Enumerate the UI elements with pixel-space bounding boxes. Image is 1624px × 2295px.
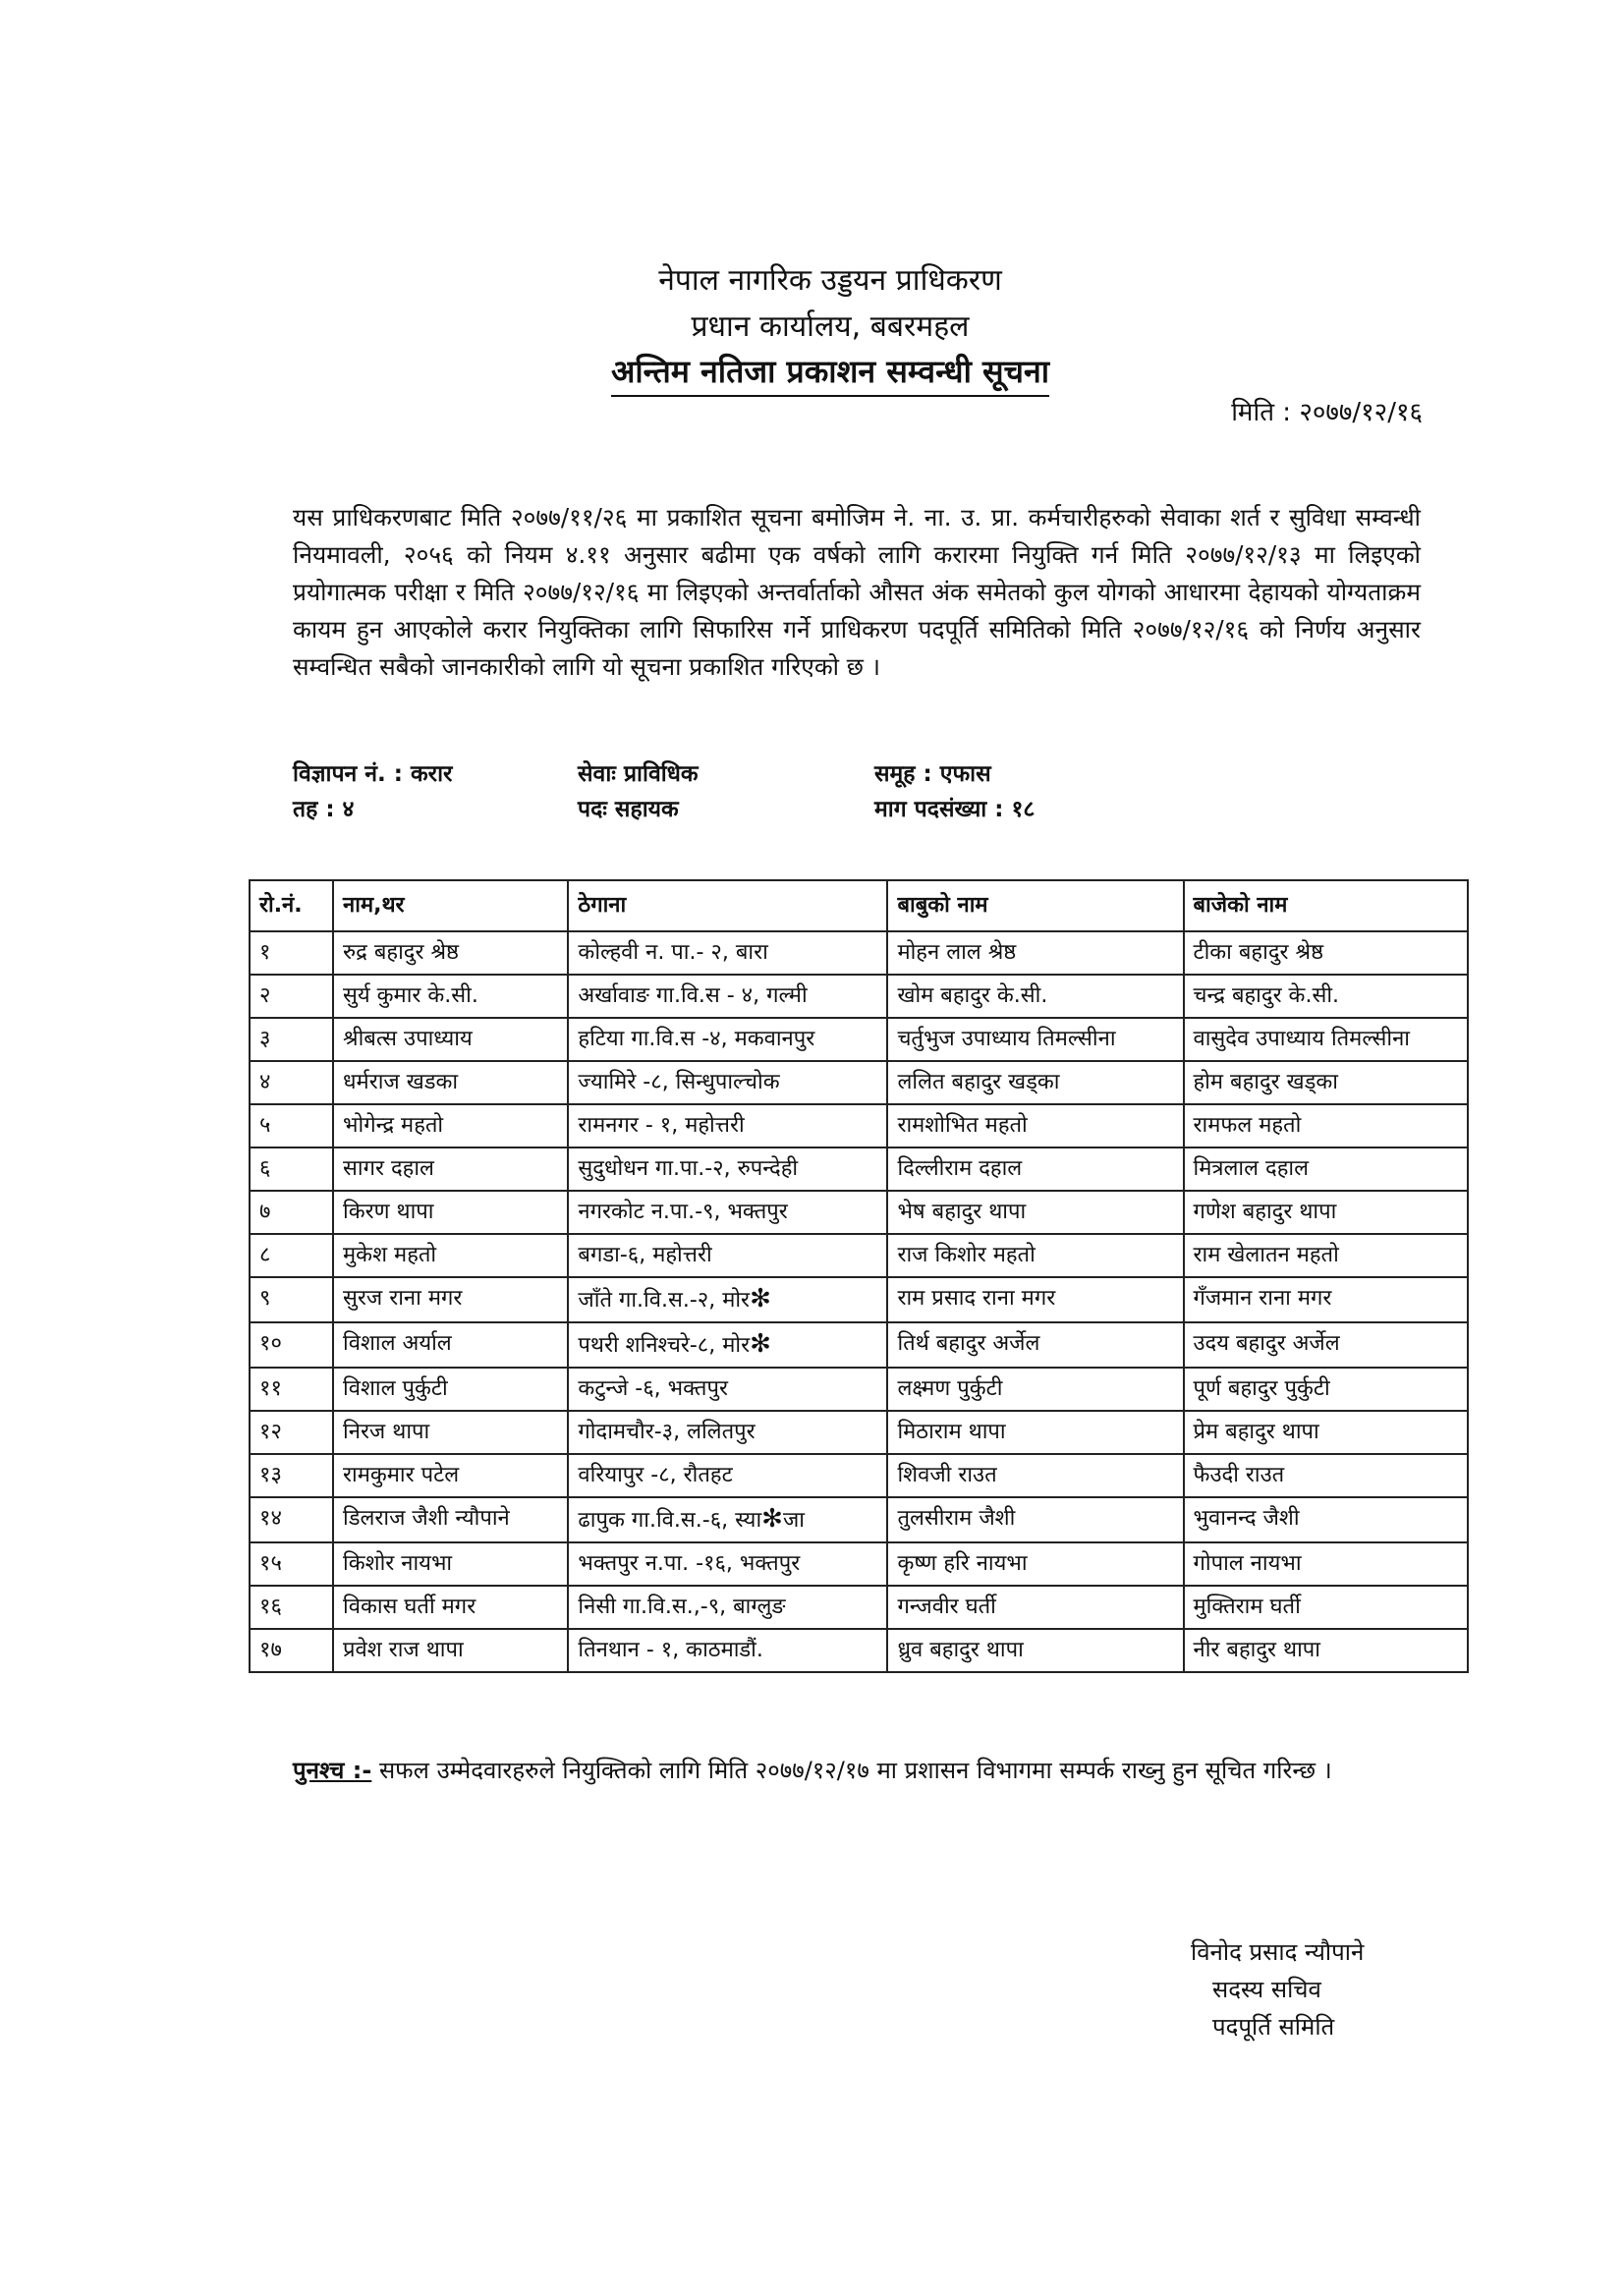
notice-header xyxy=(550,257,1110,397)
table-row xyxy=(250,931,1468,975)
postscript-text: सफल उम्मेदवारहरुले नियुक्तिको लागि मिति २०७७/१२/१७ मा प्रशासन विभागमा सम्पर्क राख्नु हुन सूचित गरिन्छ । xyxy=(371,1757,1332,1784)
grandfather-name: मुक्तिराम घर्ती xyxy=(1184,1586,1469,1629)
header-name: नाम,थर xyxy=(333,880,568,931)
group: समूह : एफास xyxy=(874,761,991,787)
serial-number: ८ xyxy=(250,1234,333,1277)
table-row xyxy=(250,1234,1468,1277)
grandfather-name: होम बहादुर खड्का xyxy=(1184,1061,1469,1104)
header-grandfather-name: बाजेको नाम xyxy=(1184,880,1469,931)
father-name: ललित बहादुर खड्का xyxy=(887,1061,1183,1104)
organization-name: नेपाल नागरिक उड्डयन प्राधिकरण xyxy=(658,263,1002,298)
table-header-row xyxy=(250,880,1468,931)
father-name: दिल्लीराम दहाल xyxy=(887,1148,1183,1191)
grandfather-name: उदय बहादुर अर्जेल xyxy=(1184,1322,1469,1368)
candidate-name: प्रवेश राज थापा xyxy=(333,1629,568,1672)
address: अर्खावाङ गा.वि.स - ४, गल्मी xyxy=(568,975,887,1018)
grandfather-name: गोपाल नायभा xyxy=(1184,1542,1469,1586)
table-row xyxy=(250,1322,1468,1368)
notice-date: मिति : २०७७/१२/१६ xyxy=(1231,398,1423,427)
grandfather-name: टीका बहादुर श्रेष्ठ xyxy=(1184,931,1469,975)
grandfather-name: गँजमान राना मगर xyxy=(1184,1277,1469,1322)
postscript xyxy=(293,1751,1393,1790)
father-name: तिर्थ बहादुर अर्जेल xyxy=(887,1322,1183,1368)
serial-number: ७ xyxy=(250,1191,333,1234)
grandfather-name: प्रेम बहादुर थापा xyxy=(1184,1411,1469,1454)
candidate-name: रुद्र बहादुर श्रेष्ठ xyxy=(333,931,568,975)
table-row xyxy=(250,975,1468,1018)
candidate-name: सागर दहाल xyxy=(333,1148,568,1191)
table-body xyxy=(250,931,1468,1672)
serial-number: १ xyxy=(250,931,333,975)
address: पथरी शनिश्चरे-८, मोर✻ xyxy=(568,1322,887,1368)
candidate-name: धर्मराज खडका xyxy=(333,1061,568,1104)
table-row xyxy=(250,1277,1468,1322)
serial-number: ६ xyxy=(250,1148,333,1191)
address: ढापुक गा.वि.स.-६, स्या✻जा xyxy=(568,1497,887,1542)
candidate-name: मुकेश महतो xyxy=(333,1234,568,1277)
father-name: मोहन लाल श्रेष्ठ xyxy=(887,931,1183,975)
grandfather-name: भुवानन्द जैशी xyxy=(1184,1497,1469,1542)
table-row xyxy=(250,1148,1468,1191)
grandfather-name: रामफल महतो xyxy=(1184,1104,1469,1148)
table-row xyxy=(250,1411,1468,1454)
header-address: ठेगाना xyxy=(568,880,887,931)
candidate-name: सुर्य कुमार के.सी. xyxy=(333,975,568,1018)
address: ज्यामिरे -८, सिन्धुपाल्चोक xyxy=(568,1061,887,1104)
level: तह : ४ xyxy=(293,797,355,822)
candidate-name: निरज थापा xyxy=(333,1411,568,1454)
candidate-name: डिलराज जैशी न्यौपाने xyxy=(333,1497,568,1542)
father-name: खोम बहादुर के.सी. xyxy=(887,975,1183,1018)
address: गोदामचौर-३, ललितपुर xyxy=(568,1411,887,1454)
grandfather-name: नीर बहादुर थापा xyxy=(1184,1629,1469,1672)
candidate-name: श्रीबत्स उपाध्याय xyxy=(333,1018,568,1061)
father-name: कृष्ण हरि नायभा xyxy=(887,1542,1183,1586)
father-name: लक्ष्मण पुर्कुटी xyxy=(887,1368,1183,1411)
serial-number: ५ xyxy=(250,1104,333,1148)
vacancy-details xyxy=(293,755,1228,825)
father-name: रामशोभित महतो xyxy=(887,1104,1183,1148)
father-name: राम प्रसाद राना मगर xyxy=(887,1277,1183,1322)
grandfather-name: गणेश बहादुर थापा xyxy=(1184,1191,1469,1234)
father-name: भेष बहादुर थापा xyxy=(887,1191,1183,1234)
table-row xyxy=(250,1104,1468,1148)
ornament-glyph-icon: ✻ xyxy=(761,1504,783,1534)
advertisement-number: विज्ञापन नं. : करार xyxy=(293,761,453,787)
table-row xyxy=(250,1061,1468,1104)
serial-number: ९ xyxy=(250,1277,333,1322)
address: हटिया गा.वि.स -४, मकवानपुर xyxy=(568,1018,887,1061)
table-row xyxy=(250,1191,1468,1234)
father-name: चर्तुभुज उपाध्याय तिमल्सीना xyxy=(887,1018,1183,1061)
signatory-committee: पदपूर्ति समिति xyxy=(1212,2013,1335,2041)
grandfather-name: फैउदी राउत xyxy=(1184,1454,1469,1497)
ornament-glyph-icon: ✻ xyxy=(750,1284,771,1314)
candidate-name: रामकुमार पटेल xyxy=(333,1454,568,1497)
vacancy-details-row-1 xyxy=(293,755,1228,790)
address: वरियापुर -८, रौतहट xyxy=(568,1454,887,1497)
header-father-name: बाबुको नाम xyxy=(887,880,1183,931)
results-table xyxy=(249,879,1469,1673)
address: तिनथान - १, काठमाडौं. xyxy=(568,1629,887,1672)
address: जाँते गा.वि.स.-२, मोर✻ xyxy=(568,1277,887,1322)
service: सेवाः प्राविधिक xyxy=(578,761,699,787)
grandfather-name: पूर्ण बहादुर पुर्कुटी xyxy=(1184,1368,1469,1411)
address: निसी गा.वि.स.,-९, बाग्लुङ xyxy=(568,1586,887,1629)
father-name: गन्जवीर घर्ती xyxy=(887,1586,1183,1629)
address: रामनगर - १, महोत्तरी xyxy=(568,1104,887,1148)
grandfather-name: वासुदेव उपाध्याय तिमल्सीना xyxy=(1184,1018,1469,1061)
serial-number: १५ xyxy=(250,1542,333,1586)
intro-paragraph: यस प्राधिकरणबाट मिति २०७७/११/२६ मा प्रकाशित सूचना बमोजिम ने. ना. उ. प्रा. कर्मचारीहरुको सेवाका शर्त र सुविधा सम्वन्धी नियमावली, २०५६ को नियम ४.११ अनुसार बढीमा एक वर्षको लागि करारमा नियुक्ति गर्न मिति २०७७/१२/१३ मा लिइएको प्रयोगात्मक परीक्षा र मिति २०७७/१२/१६ मा लिइएको अन्तर्वार्ताको औसत अंक समेतको कुल योगको आधारमा देहायको योग्यताक्रम कायम हुन आएकोले करार नियुक्तिका लागि सिफारिस गर्ने प्राधिकरण पदपूर्ति समितिको मिति २०७७/१२/१६ को निर्णय अनुसार सम्वन्धित सबैको जानकारीको लागि यो सूचना प्रकाशित गरिएको छ । xyxy=(293,503,1421,681)
grandfather-name: मित्रलाल दहाल xyxy=(1184,1148,1469,1191)
header-serial-number: रो.नं. xyxy=(250,880,333,931)
table-row xyxy=(250,1497,1468,1542)
address: सुदुधोधन गा.पा.-२, रुपन्देही xyxy=(568,1148,887,1191)
table-row xyxy=(250,1629,1468,1672)
candidate-name: किरण थापा xyxy=(333,1191,568,1234)
serial-number: १७ xyxy=(250,1629,333,1672)
signatory-name: विनोद प्रसाद न्यौपाने xyxy=(1191,1938,1365,1966)
serial-number: २ xyxy=(250,975,333,1018)
table-row xyxy=(250,1368,1468,1411)
notice-title: अन्तिम नतिजा प्रकाशन सम्वन्धी सूचना xyxy=(611,350,1049,397)
serial-number: ११ xyxy=(250,1368,333,1411)
address: बगडा-६, महोत्तरी xyxy=(568,1234,887,1277)
address: कटुन्जे -६, भक्तपुर xyxy=(568,1368,887,1411)
serial-number: १० xyxy=(250,1322,333,1368)
signatory-designation: सदस्य सचिव xyxy=(1212,1976,1321,2003)
address: भक्तपुर न.पा. -१६, भक्तपुर xyxy=(568,1542,887,1586)
demand-posts: माग पदसंख्या : १८ xyxy=(874,797,1036,822)
candidate-name: विशाल पुर्कुटी xyxy=(333,1368,568,1411)
candidate-name: किशोर नायभा xyxy=(333,1542,568,1586)
candidate-name: विशाल अर्याल xyxy=(333,1322,568,1368)
serial-number: १४ xyxy=(250,1497,333,1542)
candidate-name: भोगेन्द्र महतो xyxy=(333,1104,568,1148)
postscript-label: पुनश्च :- xyxy=(293,1757,372,1784)
father-name: शिवजी राउत xyxy=(887,1454,1183,1497)
post: पदः सहायक xyxy=(578,797,679,822)
father-name: मिठाराम थापा xyxy=(887,1411,1183,1454)
grandfather-name: राम खेलातन महतो xyxy=(1184,1234,1469,1277)
serial-number: १३ xyxy=(250,1454,333,1497)
father-name: राज किशोर महतो xyxy=(887,1234,1183,1277)
ornament-glyph-icon: ✻ xyxy=(750,1329,771,1359)
father-name: ध्रुव बहादुर थापा xyxy=(887,1629,1183,1672)
address: कोल्हवी न. पा.- २, बारा xyxy=(568,931,887,975)
serial-number: ३ xyxy=(250,1018,333,1061)
grandfather-name: चन्द्र बहादुर के.सी. xyxy=(1184,975,1469,1018)
father-name: तुलसीराम जैशी xyxy=(887,1497,1183,1542)
table-row xyxy=(250,1018,1468,1061)
serial-number: १६ xyxy=(250,1586,333,1629)
table-row xyxy=(250,1542,1468,1586)
vacancy-details-row-2 xyxy=(293,790,1228,825)
address: नगरकोट न.पा.-९, भक्तपुर xyxy=(568,1191,887,1234)
candidate-name: विकास घर्ती मगर xyxy=(333,1586,568,1629)
table-row xyxy=(250,1586,1468,1629)
serial-number: ४ xyxy=(250,1061,333,1104)
serial-number: १२ xyxy=(250,1411,333,1454)
signature-block xyxy=(1191,1933,1364,2045)
office-name: प्रधान कार्यालय, बबरमहल xyxy=(691,309,970,344)
candidate-name: सुरज राना मगर xyxy=(333,1277,568,1322)
table-row xyxy=(250,1454,1468,1497)
